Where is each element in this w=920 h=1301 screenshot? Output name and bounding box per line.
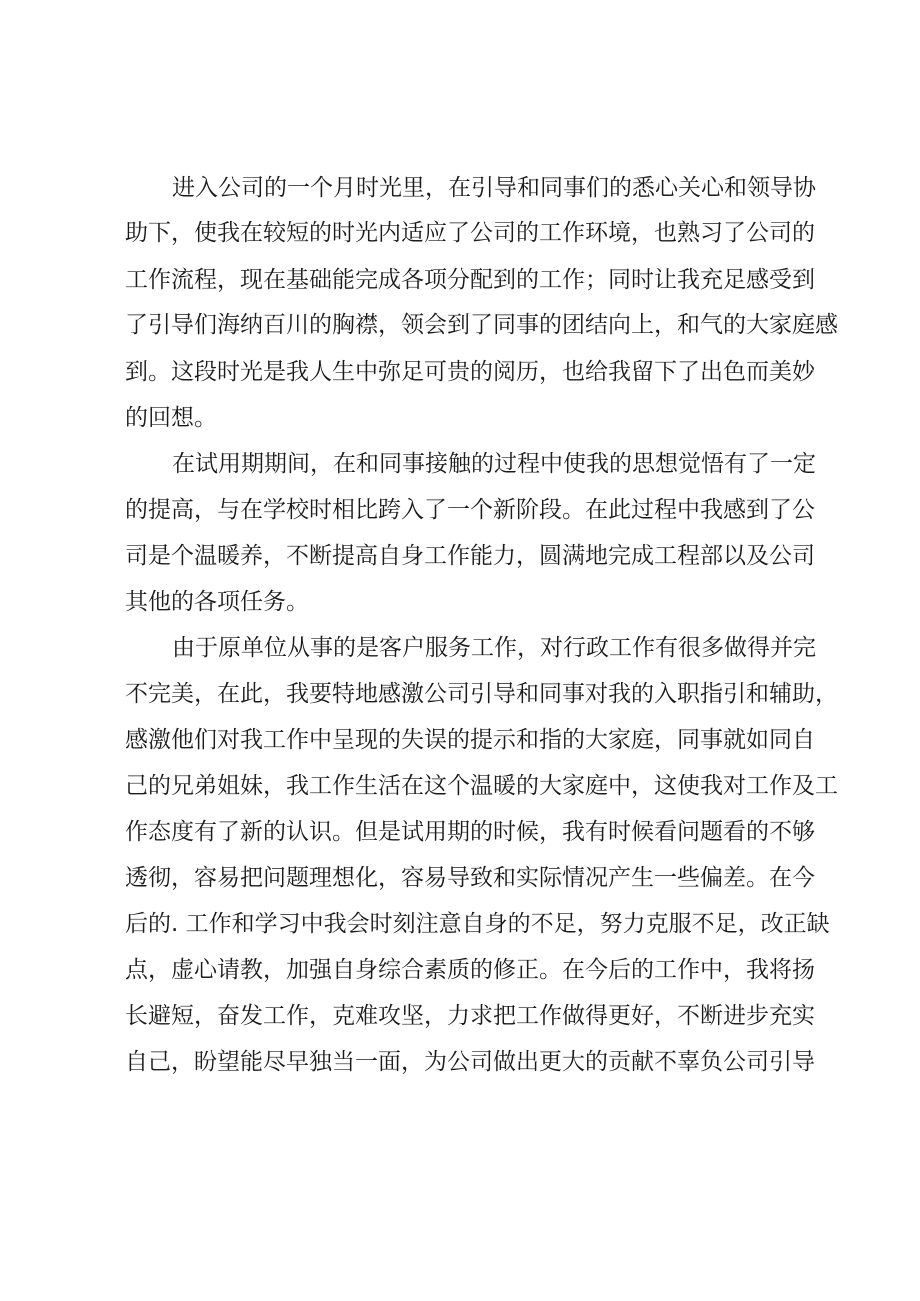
paragraph-1-line-1: 进入公司的一个月时光里，在引导和同事们的悉心关心和领导协 xyxy=(172,175,816,201)
paragraph-2-line-2: 的提高，与在学校时相比跨入了一个新阶段。在此过程中我感到了公 xyxy=(125,497,815,523)
paragraph-1-line-2: 助下，使我在较短的时光内适应了公司的工作环境，也熟习了公司的 xyxy=(125,220,815,246)
paragraph-1-line-4: 了引导们海纳百川的胸襟，领会到了同事的团结向上，和气的大家庭感 xyxy=(125,312,838,338)
paragraph-1-line-3: 工作流程，现在基础能完成各项分配到的工作；同时让我充足感受到 xyxy=(125,267,815,293)
paragraph-3-line-1: 由于原单位从事的是客户服务工作，对行政工作有很多做得并完 xyxy=(172,635,816,661)
paragraph-3-line-6: 透彻，容易把问题理想化，容易导致和实际情况产生一些偏差。在今 xyxy=(125,865,815,891)
paragraph-3-line-10: 自己，盼望能尽早独当一面，为公司做出更大的贡献不辜负公司引导 xyxy=(125,1049,815,1075)
paragraph-3-line-4: 己的兄弟姐妹，我工作生活在这个温暖的大家庭中，这使我对工作及工 xyxy=(125,773,838,799)
paragraph-3-line-3: 感激他们对我工作中呈现的失误的提示和指的大家庭，同事就如同自 xyxy=(125,727,815,753)
paragraph-2-line-1: 在试用期期间，在和同事接触的过程中使我的思想觉悟有了一定 xyxy=(172,451,816,477)
paragraph-3-line-7: 后的. 工作和学习中我会时刻注意自身的不足，努力克服不足，改正缺 xyxy=(125,911,830,937)
paragraph-3-line-9: 长避短，奋发工作，克难攻坚，力求把工作做得更好，不断进步充实 xyxy=(125,1003,815,1029)
paragraph-3-line-5: 作态度有了新的认识。但是试用期的时候，我有时候看问题看的不够 xyxy=(125,819,815,845)
paragraph-3-line-2: 不完美，在此，我要特地感激公司引导和同事对我的入职指引和辅助， xyxy=(125,681,838,707)
paragraph-2-line-3: 司是个温暖养，不断提高自身工作能力，圆满地完成工程部以及公司 xyxy=(125,543,815,569)
paragraph-2-line-4: 其他的各项任务。 xyxy=(125,589,309,615)
paragraph-1-line-6: 的回想。 xyxy=(125,405,217,431)
paragraph-1-line-5: 到。这段时光是我人生中弥足可贵的阅历，也给我留下了出色而美妙 xyxy=(125,359,815,385)
paragraph-3-line-8: 点，虚心请教，加强自身综合素质的修正。在今后的工作中，我将扬 xyxy=(125,957,815,983)
